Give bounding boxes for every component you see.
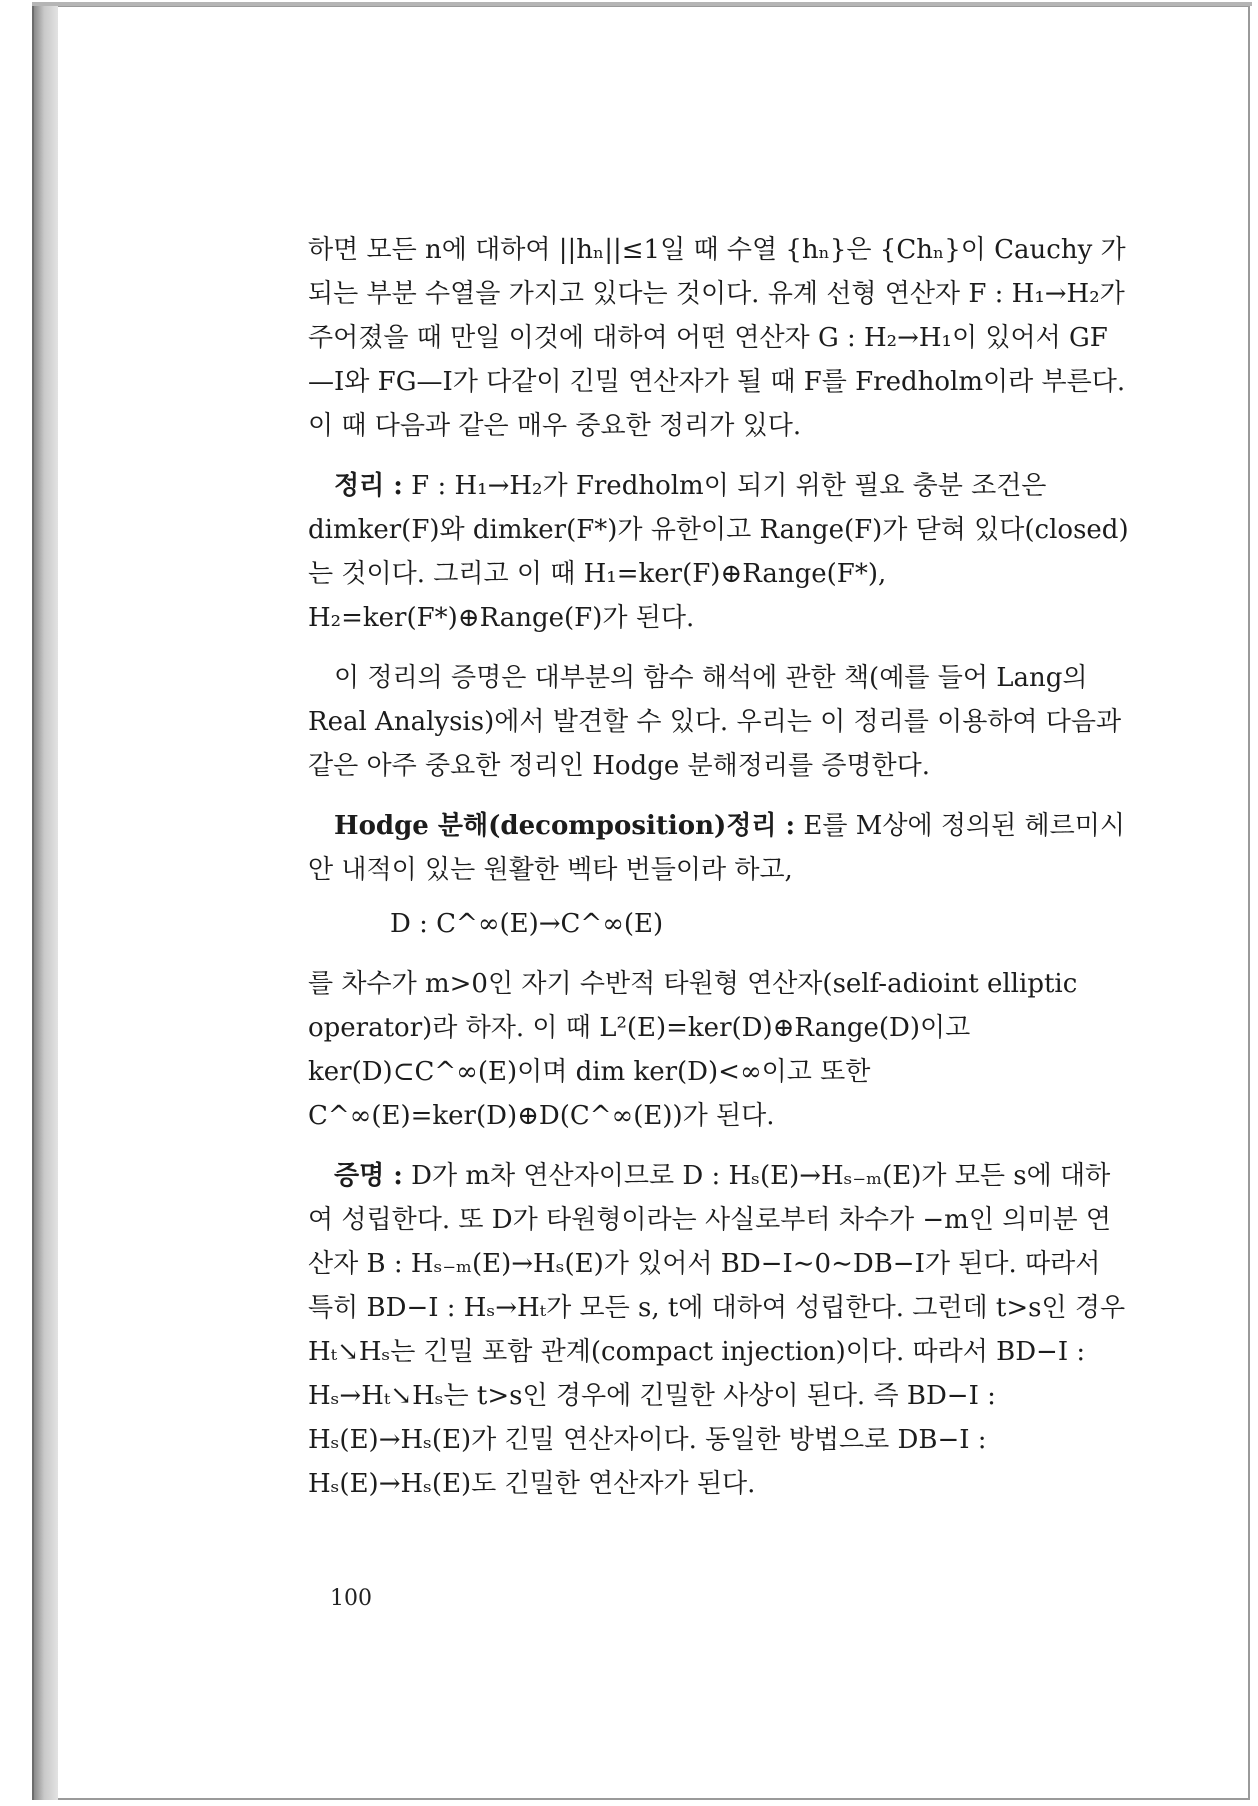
page-text-body [308,228,1132,1506]
paragraph-cauchy-fredholm [308,228,1132,448]
theorem-label: 정리 : [334,471,403,501]
paragraph-text: 를 차수가 m>0인 자기 수반적 타원형 연산자(self-adioint elliptic operator)라 하자. 이 때 L²(E)=ker(D)⊕Range(D)이고 ker(D)⊂C^∞(E)이며 dim ker(D)<∞이고 또한 C^∞(E)=ker(D)⊕D(C^∞(E))가 된다. [308,969,1078,1131]
paragraph-proof [308,1154,1132,1506]
paragraph-hodge-theorem [308,804,1132,892]
page-number: 100 [330,1586,372,1611]
paragraph-fredholm-theorem [308,464,1132,640]
paragraph-proof-reference [308,656,1132,788]
paragraph-text: D가 m차 연산자이므로 D : Hₛ(E)→Hₛ₋ₘ(E)가 모든 s에 대하여 성립한다. 또 D가 타원형이라는 사실로부터 차수가 −m인 의미분 연산자 B : Hₛ₋ₘ(E)→Hₛ(E)가 있어서 BD−Ⅰ∼0∼DB−Ⅰ가 된다. 따라서 특히 BD−Ⅰ : Hₛ→Hₜ가 모든 s, t에 대하여 성립한다. 그런데 t>s인 경우 Hₜ↘Hₛ는 긴밀 포함 관계(compact injection)이다. 따라서 BD−I : Hₛ→Hₜ↘Hₛ는 t>s인 경우에 긴밀한 사상이 된다. 즉 BD−I : Hₛ(E)→Hₛ(E)가 긴밀 연산자이다. 동일한 방법으로 DB−I : Hₛ(E)→Hₛ(E)도 긴밀한 연산자가 된다. [308,1161,1126,1499]
paragraph-text: E를 M상에 정의된 헤르미시안 내적이 있는 원활한 벡타 번들이라 하고, [308,811,1125,885]
paragraph-text: F : H₁→H₂가 Fredholm이 되기 위한 필요 충분 조건은 dimker(F)와 dimker(F*)가 유한이고 Range(F)가 닫혀 있다(closed)는 것이다. 그리고 이 때 H₁=ker(F)⊕Range(F*), H₂=ker(F*)⊕Range(F)가 된다. [308,471,1129,633]
paragraph-text: 이 정리의 증명은 대부분의 함수 해석에 관한 책(예를 들어 Lang의 Real Analysis)에서 발견할 수 있다. 우리는 이 정리를 이용하여 다음과 같은 아주 중요한 정리인 Hodge 분해정리를 증명한다. [308,663,1122,781]
paragraph-elliptic-operator [308,962,1132,1138]
paragraph-text: 하면 모든 n에 대하여 ||hₙ||≤1일 때 수열 {hₙ}은 {Chₙ}이 Cauchy 가 되는 부분 수열을 가지고 있다는 것이다. 유계 선형 연산자 F : H₁→H₂가 주어졌을 때 만일 이것에 대하여 어떤 연산자 G : H₂→H₁이 있어서 GF—Ⅰ와 FG—Ⅰ가 다같이 긴밀 연산자가 될 때 F를 Fredholm이라 부른다. 이 때 다음과 같은 매우 중요한 정리가 있다. [308,235,1126,441]
proof-label: 증명 : [334,1161,403,1191]
book-spine [32,6,60,1800]
display-formula: D : C^∞(E)→C^∞(E) [390,909,664,939]
hodge-theorem-label: Hodge 분해(decomposition)정리 : [334,811,796,841]
